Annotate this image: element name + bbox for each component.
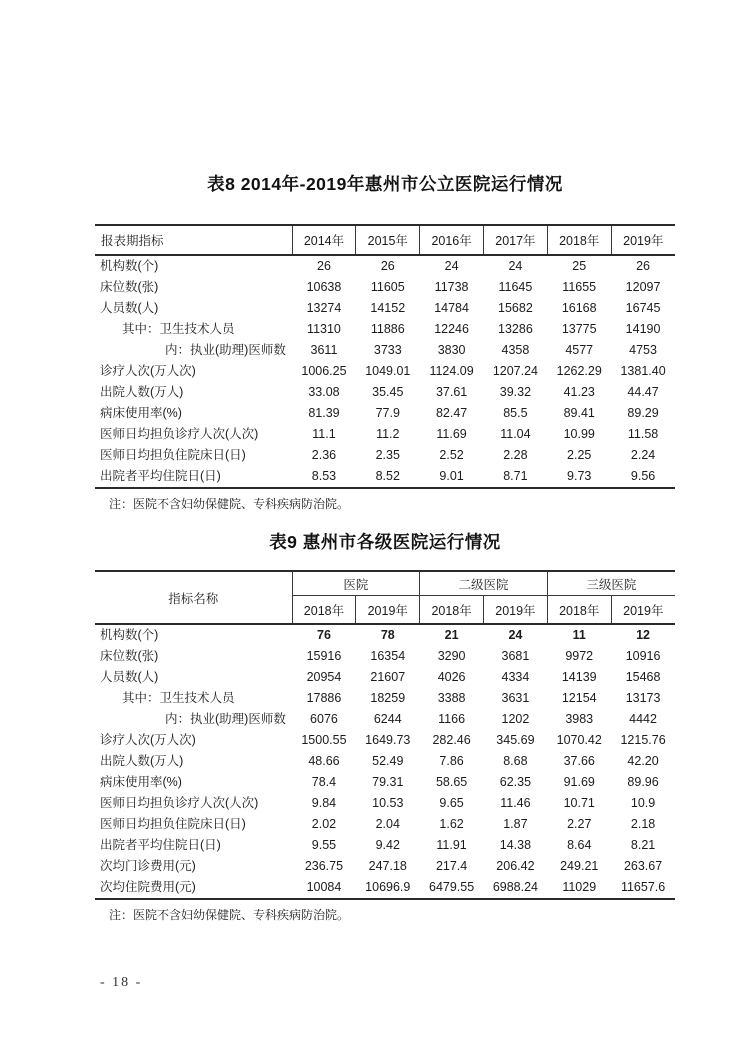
cell-value: 1166 [438, 712, 466, 726]
cell-value: 15682 [498, 301, 533, 315]
cell-value: 11738 [434, 280, 469, 294]
row-label: 次均住院费用(元) [100, 880, 196, 894]
cell-value: 15468 [625, 670, 661, 684]
row-label: 内：执业(助理)医师数 [165, 343, 286, 357]
cell-value: 77.9 [375, 406, 400, 420]
table-row [95, 856, 675, 877]
cell-value: 26 [380, 259, 395, 273]
cell-value: 3631 [501, 691, 530, 705]
row-label: 床位数(张) [100, 280, 159, 294]
cell-value: 20954 [306, 670, 342, 684]
cell-value: 1006.25 [301, 364, 347, 378]
cell-value: 78 [380, 628, 395, 642]
cell-value: 282.46 [432, 733, 471, 747]
cell-value: 14139 [561, 670, 597, 684]
cell-value: 247.18 [368, 859, 407, 873]
cell-value: 15916 [306, 649, 342, 663]
cell-value: 4577 [565, 343, 594, 357]
table8-note: 注：医院不含妇幼保健院、专科疾病防治院。 [109, 497, 350, 511]
cell-value: 91.69 [563, 775, 595, 789]
cell-value: 21607 [370, 670, 406, 684]
cell-value: 1207.24 [492, 364, 538, 378]
cell-value: 12 [636, 628, 651, 642]
table-row [95, 772, 675, 793]
table8-header-row [95, 225, 675, 255]
table-row [95, 730, 675, 751]
cell-value: 17886 [306, 691, 342, 705]
table9-group-header: 医院 [292, 571, 420, 596]
cell-value: 3611 [310, 343, 338, 357]
cell-value: 3290 [437, 649, 466, 663]
cell-value: 37.61 [435, 385, 468, 399]
page-number: - 18 - [100, 975, 143, 990]
cell-value: 12154 [561, 691, 597, 705]
table9-group-header: 三级医院 [547, 571, 675, 596]
table8-year-header: 2017年 [484, 225, 548, 255]
cell-value: 11886 [370, 322, 405, 336]
table8-year-header: 2016年 [420, 225, 484, 255]
cell-value: 3733 [373, 343, 402, 357]
table-row [95, 688, 675, 709]
table9-header-label: 指标名称 [95, 571, 292, 624]
cell-value: 52.49 [372, 754, 404, 768]
row-label: 人员数(人) [100, 670, 159, 684]
cell-value: 4026 [437, 670, 466, 684]
cell-value: 33.08 [308, 385, 340, 399]
table8-year-header: 2015年 [356, 225, 420, 255]
cell-value: 81.39 [308, 406, 340, 420]
cell-value: 236.75 [304, 859, 344, 873]
cell-value: 1381.40 [620, 364, 666, 378]
cell-value: 11.04 [500, 427, 531, 441]
cell-value: 11655 [562, 280, 597, 294]
table9-body [95, 624, 675, 899]
cell-value: 58.65 [435, 775, 468, 789]
table9-title: 表9 惠州市各级医院运行情况 [269, 532, 501, 552]
cell-value: 14784 [434, 301, 469, 315]
cell-value: 21 [444, 628, 459, 642]
cell-value: 24 [508, 628, 523, 642]
cell-value: 2.24 [630, 448, 656, 462]
cell-value: 1202 [501, 712, 530, 726]
table9-group-header: 二级医院 [420, 571, 548, 596]
cell-value: 249.21 [560, 859, 599, 873]
page-content [95, 0, 675, 923]
cell-value: 41.23 [563, 385, 595, 399]
table-row [95, 624, 675, 646]
cell-value: 1.87 [503, 817, 528, 831]
cell-value: 9.55 [311, 838, 337, 852]
cell-value: 89.29 [627, 406, 659, 420]
table-row [95, 667, 675, 688]
cell-value: 206.42 [496, 859, 535, 873]
cell-value: 345.69 [496, 733, 535, 747]
cell-value: 3830 [437, 343, 466, 357]
table9-year-header: 2019年 [356, 596, 420, 625]
cell-value: 2.35 [375, 448, 400, 462]
cell-value: 8.71 [503, 469, 528, 483]
cell-value: 217.4 [435, 859, 468, 873]
cell-value: 12246 [434, 322, 469, 336]
cell-value: 39.32 [499, 385, 532, 399]
cell-value: 13274 [306, 301, 342, 315]
cell-value: 11.91 [436, 838, 467, 852]
row-label: 出院者平均住院日(日) [100, 838, 221, 852]
cell-value: 9.42 [375, 838, 400, 852]
cell-value: 76 [317, 628, 331, 642]
table8-body [95, 255, 675, 488]
row-label: 出院人数(万人) [100, 385, 184, 399]
table8-year-header: 2019年 [611, 225, 675, 255]
cell-value: 10.71 [563, 796, 595, 810]
cell-value: 11.1 [312, 427, 336, 441]
cell-value: 8.21 [630, 838, 656, 852]
table9-year-header: 2019年 [484, 596, 548, 625]
table8-year-header: 2018年 [547, 225, 611, 255]
table-row [95, 646, 675, 667]
row-label: 出院者平均住院日(日) [100, 469, 221, 483]
cell-value: 10.99 [563, 427, 595, 441]
cell-value: 10084 [306, 880, 342, 894]
cell-value: 10916 [625, 649, 661, 663]
row-label: 医师日均担负诊疗人次(人次) [100, 427, 259, 441]
table-row [95, 793, 675, 814]
cell-value: 26 [636, 259, 651, 273]
cell-value: 11 [572, 628, 586, 642]
cell-value: 11.2 [376, 427, 400, 441]
table-row [95, 466, 675, 488]
cell-value: 35.45 [372, 385, 404, 399]
cell-value: 9972 [565, 649, 594, 663]
row-label: 机构数(个) [100, 628, 159, 642]
cell-value: 11.58 [627, 427, 659, 441]
cell-value: 26 [317, 259, 331, 273]
cell-value: 8.68 [503, 754, 528, 768]
row-label: 病床使用率(%) [100, 775, 182, 789]
cell-value: 9.01 [439, 469, 464, 483]
cell-value: 16745 [625, 301, 661, 315]
cell-value: 44.47 [627, 385, 659, 399]
cell-value: 11605 [370, 280, 405, 294]
cell-value: 10.53 [372, 796, 404, 810]
table-row [95, 340, 675, 361]
cell-value: 48.66 [308, 754, 340, 768]
cell-value: 9.73 [567, 469, 592, 483]
cell-value: 14.38 [499, 838, 532, 852]
cell-value: 1262.29 [556, 364, 602, 378]
table-row [95, 255, 675, 277]
cell-value: 42.20 [627, 754, 659, 768]
table-row [95, 814, 675, 835]
cell-value: 85.5 [503, 406, 528, 420]
cell-value: 24 [508, 259, 523, 273]
cell-value: 2.02 [311, 817, 337, 831]
cell-value: 4358 [501, 343, 530, 357]
cell-value: 8.53 [311, 469, 337, 483]
row-label: 次均门诊费用(元) [100, 859, 196, 873]
cell-value: 10638 [306, 280, 342, 294]
cell-value: 1215.76 [620, 733, 666, 747]
cell-value: 2.52 [439, 448, 464, 462]
cell-value: 1070.42 [556, 733, 602, 747]
cell-value: 89.41 [563, 406, 595, 420]
cell-value: 16354 [370, 649, 406, 663]
cell-value: 89.96 [627, 775, 659, 789]
row-label: 其中：卫生技术人员 [122, 691, 235, 705]
row-label: 床位数(张) [100, 649, 159, 663]
cell-value: 11310 [307, 322, 341, 336]
cell-value: 4753 [629, 343, 657, 357]
row-label: 人员数(人) [100, 301, 159, 315]
cell-value: 9.56 [630, 469, 656, 483]
cell-value: 79.31 [372, 775, 404, 789]
table-row [95, 403, 675, 424]
table9-note: 注：医院不含妇幼保健院、专科疾病防治院。 [109, 908, 350, 922]
table-row [95, 424, 675, 445]
cell-value: 1124.09 [429, 364, 474, 378]
cell-value: 12097 [625, 280, 661, 294]
cell-value: 78.4 [311, 775, 337, 789]
cell-value: 3983 [565, 712, 594, 726]
row-label: 诊疗人次(万人次) [100, 733, 196, 747]
row-label: 病床使用率(%) [100, 406, 182, 420]
table9-year-header: 2018年 [292, 596, 356, 625]
table-row [95, 298, 675, 319]
cell-value: 14152 [370, 301, 406, 315]
row-label: 其中：卫生技术人员 [122, 322, 235, 336]
cell-value: 263.67 [623, 859, 663, 873]
table9-year-header: 2018年 [547, 596, 611, 625]
cell-value: 9.84 [311, 796, 337, 810]
cell-value: 6988.24 [492, 880, 538, 894]
cell-value: 14190 [625, 322, 661, 336]
cell-value: 18259 [370, 691, 406, 705]
cell-value: 3681 [501, 649, 530, 663]
cell-value: 4334 [501, 670, 530, 684]
cell-value: 37.66 [563, 754, 595, 768]
cell-value: 1649.73 [365, 733, 411, 747]
cell-value: 9.65 [439, 796, 464, 810]
table-row [95, 382, 675, 403]
cell-value: 2.25 [567, 448, 592, 462]
table9-year-header: 2019年 [611, 596, 675, 625]
cell-value: 2.04 [375, 817, 400, 831]
cell-value: 25 [572, 259, 587, 273]
cell-value: 2.18 [630, 817, 656, 831]
cell-value: 13286 [498, 322, 533, 336]
cell-value: 8.52 [375, 469, 400, 483]
row-label: 机构数(个) [100, 259, 159, 273]
cell-value: 7.86 [439, 754, 464, 768]
table-row [95, 445, 675, 466]
row-label: 诊疗人次(万人次) [100, 364, 196, 378]
row-label: 出院人数(万人) [100, 754, 184, 768]
cell-value: 16168 [561, 301, 597, 315]
cell-value: 1.62 [439, 817, 464, 831]
cell-value: 8.64 [567, 838, 592, 852]
table-row [95, 709, 675, 730]
table-row [95, 751, 675, 772]
cell-value: 10696.9 [365, 880, 411, 894]
cell-value: 82.47 [435, 406, 468, 420]
table-row [95, 877, 675, 899]
cell-value: 62.35 [499, 775, 532, 789]
table8 [95, 224, 675, 489]
table8-title: 表8 2014年-2019年惠州市公立医院运行情况 [207, 174, 563, 194]
row-label: 医师日均担负诊疗人次(人次) [100, 796, 259, 810]
cell-value: 2.36 [311, 448, 337, 462]
table9-year-header: 2018年 [420, 596, 484, 625]
cell-value: 6244 [373, 712, 402, 726]
cell-value: 24 [444, 259, 459, 273]
cell-value: 6479.55 [429, 880, 475, 894]
table9 [95, 570, 675, 900]
row-label: 医师日均担负住院床日(日) [100, 817, 246, 831]
row-label: 医师日均担负住院床日(日) [100, 448, 246, 462]
table-row [95, 319, 675, 340]
cell-value: 10.9 [630, 796, 656, 810]
cell-value: 4442 [629, 712, 657, 726]
cell-value: 13173 [625, 691, 661, 705]
cell-value: 2.28 [503, 448, 528, 462]
table-row [95, 277, 675, 298]
cell-value: 2.27 [567, 817, 592, 831]
cell-value: 13775 [561, 322, 597, 336]
table8-year-header: 2014年 [292, 225, 356, 255]
cell-value: 1049.01 [365, 364, 411, 378]
table-row [95, 835, 675, 856]
cell-value: 1500.55 [301, 733, 347, 747]
table9-group-header-row [95, 571, 675, 596]
cell-value: 11029 [562, 880, 597, 894]
cell-value: 11645 [498, 280, 533, 294]
cell-value: 11657.6 [620, 880, 666, 894]
table-row [95, 361, 675, 382]
cell-value: 11.69 [436, 427, 467, 441]
row-label: 内：执业(助理)医师数 [165, 712, 286, 726]
cell-value: 6076 [310, 712, 338, 726]
table8-header-label: 报表期指标 [95, 225, 292, 255]
cell-value: 3388 [437, 691, 466, 705]
cell-value: 11.46 [500, 796, 531, 810]
